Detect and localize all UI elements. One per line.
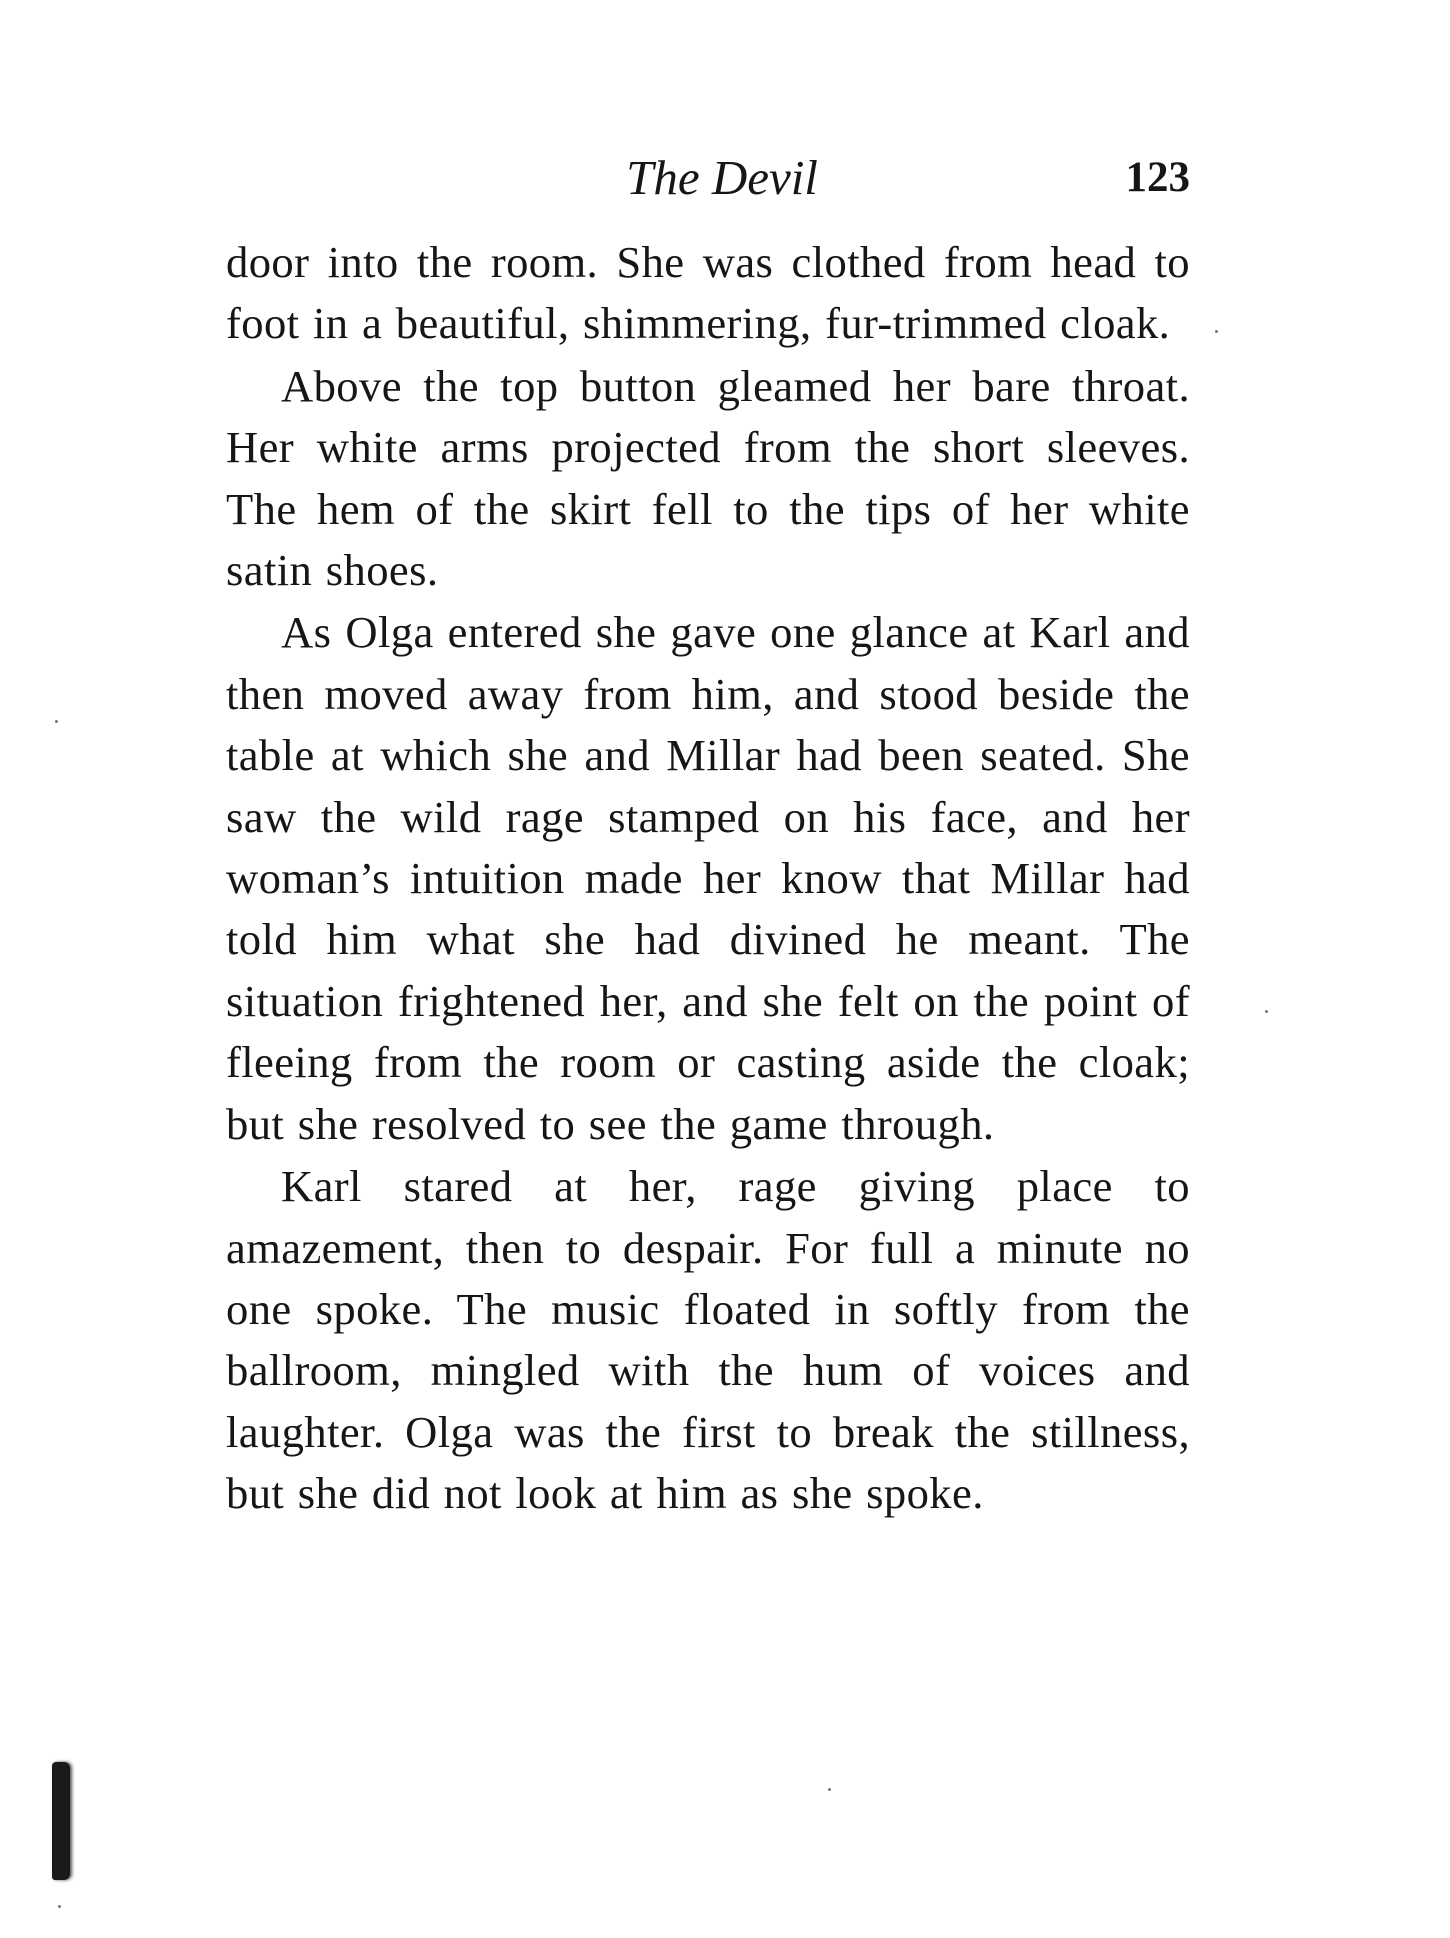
paragraph: Above the top button gleamed her bare throat. Her white arms projected from the short sleeves. The hem of the skirt fell to the tips of her white satin shoes. bbox=[226, 360, 1190, 596]
page-header bbox=[228, 148, 1190, 208]
paragraph-continued: door into the room. She was clothed from head to foot in a beautiful, shimmering, fur-trimmed cloak. bbox=[226, 237, 1190, 349]
scan-artifact-bar bbox=[52, 1762, 70, 1880]
running-title: The Devil bbox=[626, 150, 818, 205]
scan-speck bbox=[828, 1788, 831, 1791]
scan-speck bbox=[58, 1905, 61, 1908]
body-text bbox=[226, 232, 1190, 1525]
paragraph: As Olga entered she gave one glance at Karl and then moved away from him, and stood beside the table at which she and Millar had been seated. She saw the wild rage stamped on his face, and her woman’s intuition made her know that Millar had told him what she had divined he meant. The situation frightened her, and she felt on the point of fleeing from the room or casting aside the cloak; but she resolved to see the game through. bbox=[226, 607, 1190, 1149]
scan-speck bbox=[55, 720, 58, 723]
page-number: 123 bbox=[1125, 154, 1190, 201]
scan-speck bbox=[1215, 330, 1218, 333]
paragraph: Karl stared at her, rage giving place to amazement, then to despair. For full a minute no one spoke. The music floated in softly from the ballroom, mingled with the hum of voices and laughter. Olga was the first to break the stillness, but she did not look at him as she spoke. bbox=[226, 1161, 1190, 1519]
scan-speck bbox=[1265, 1010, 1268, 1013]
